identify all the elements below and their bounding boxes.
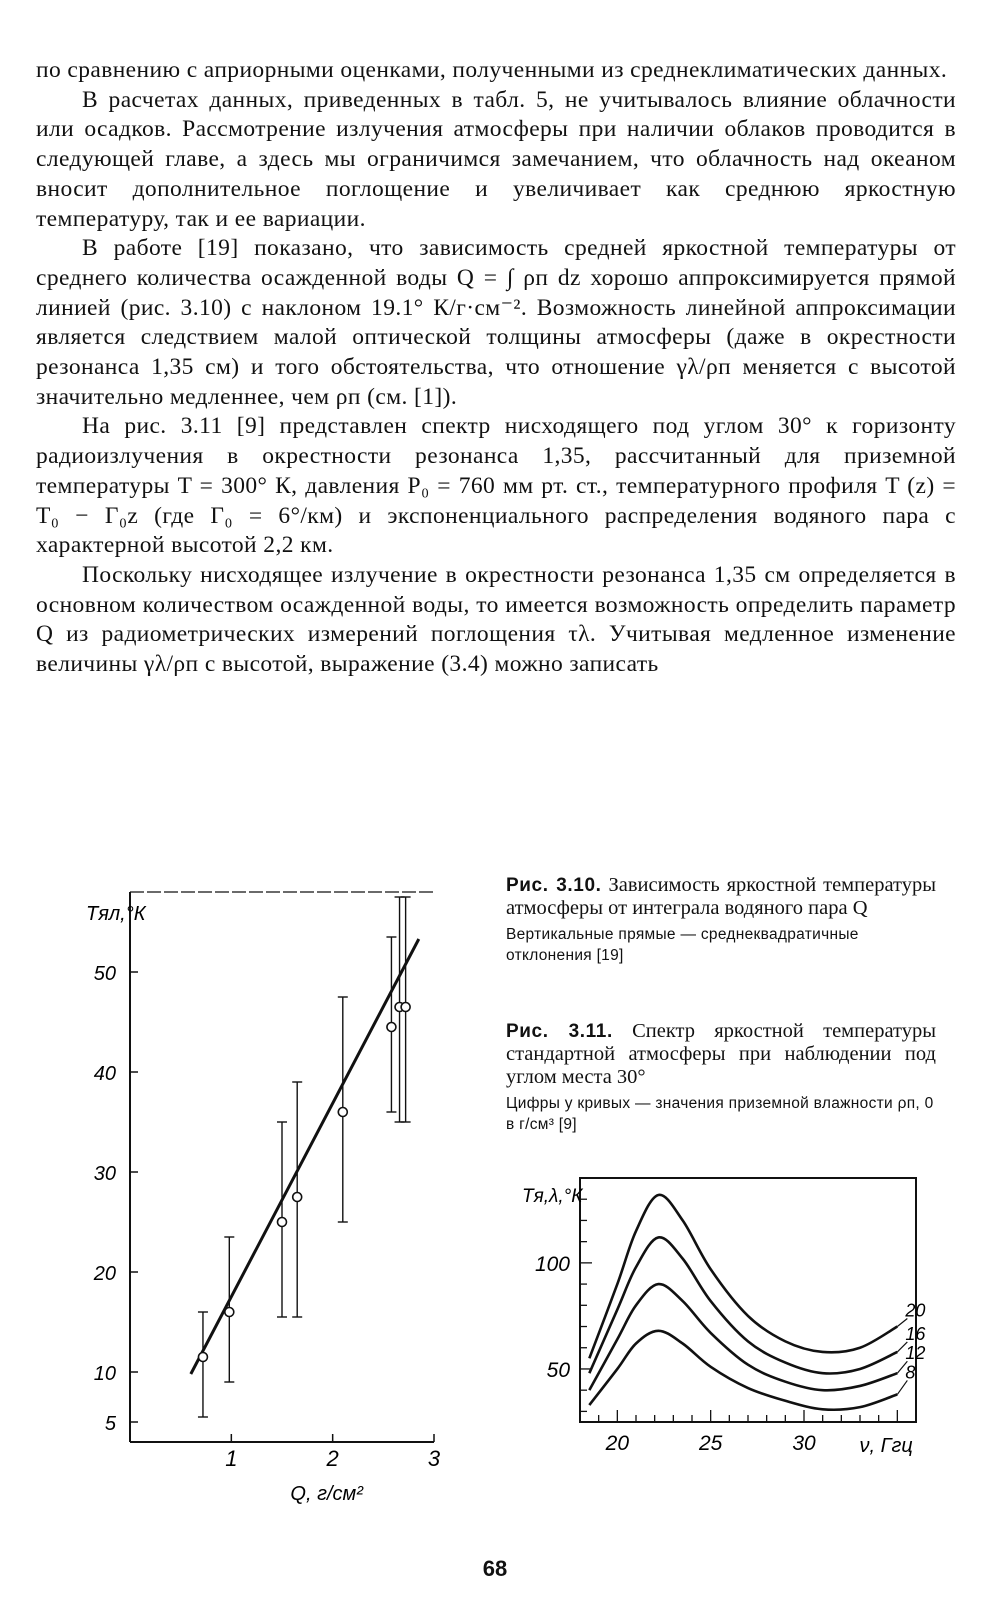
caption-label: Рис. 3.11. [506, 1021, 613, 1042]
y-axis-label: Tял,°К [86, 903, 146, 925]
caption-note: Цифры у кривых — значения приземной влажности ρп, 0 в г/см³ [9] [506, 1095, 934, 1133]
x-tick-label: 20 [605, 1432, 630, 1455]
data-point [293, 1193, 302, 1202]
series-label: 16 [905, 1323, 926, 1344]
y-tick-label: 50 [546, 1358, 570, 1382]
series-line [589, 1195, 897, 1359]
data-point [278, 1218, 287, 1227]
x-tick-label: 2 [326, 1446, 339, 1471]
y-tick-label: 100 [534, 1252, 570, 1276]
chart-brightness-vs-q [84, 876, 444, 1516]
caption-label: Рис. 3.10. [506, 875, 602, 896]
y-tick-label: 50 [93, 963, 116, 985]
y-tick-label: 40 [93, 1063, 116, 1085]
caption-note: Вертикальные прямые — среднеквадратичные отклонения [19] [506, 926, 859, 964]
paragraph: В работе [19] показано, что зависимость средней яркостной температуры от среднего количества осажденной воды Q = ∫ ρп dz хорошо аппроксимируется прямой линией (рис. 3.10) с наклоном 19.1° К/г·см⁻². Возможность линейной аппроксимации является следствием малой оптической толщины атмосферы (даже в окрестности резонанса 1,35 см) и того обстоятельства, что отношение γλ/ρп меняется с высотой значительно медленнее, чем ρп (см. [1]). [36, 235, 956, 410]
page-number: 68 [482, 1556, 508, 1581]
data-point [198, 1353, 207, 1362]
series-label: 12 [905, 1343, 926, 1364]
x-tick-label: 30 [792, 1432, 816, 1455]
x-tick-label: 1 [225, 1446, 238, 1471]
x-tick-label: 3 [427, 1446, 441, 1471]
y-tick-label: 20 [93, 1263, 116, 1285]
series-label: 8 [905, 1362, 916, 1383]
body-text [36, 56, 956, 680]
chart-brightness-spectrum [516, 1168, 936, 1498]
y-tick-label: 10 [93, 1363, 116, 1385]
paragraph: Поскольку нисходящее излучение в окрестности резонанса 1,35 см определяется в основном количеством осажденной воды, то имеется возможность определить параметр Q из радиометрических измерений поглощения τλ. Учитывая медленное изменение величины γλ/ρп с высотой, выражение (3.4) можно записать [36, 561, 956, 678]
caption-3-10 [506, 874, 936, 966]
series-leader [897, 1380, 907, 1394]
y-tick-label: 5 [104, 1413, 116, 1435]
paragraph: по сравнению с априорными оценками, полученными из среднеклиматических данных. [36, 57, 948, 83]
caption-3-11 [506, 1020, 936, 1135]
paragraph: В расчетах данных, приведенных в табл. 5, не учитывалось влияние облачности или осадков. Рассмотрение излучения атмосферы при наличии облаков проводится в следующей главе, а здесь мы ограничимся замечанием, что облачность над океаном вносит дополнительное поглощение и увеличивает как среднюю яркостную температуру, так и ее вариации. [36, 86, 956, 232]
figure-3-10 [84, 876, 444, 1516]
data-point [387, 1023, 396, 1032]
x-axis-label: ν, Ггц [859, 1435, 913, 1457]
data-point [225, 1308, 234, 1317]
series-label: 20 [905, 1300, 926, 1321]
figure-3-11 [516, 1168, 936, 1498]
y-tick-label: 30 [93, 1163, 116, 1185]
y-axis-label: Tя,λ,°К [522, 1186, 583, 1207]
caption-title: Спектр яркостной температуры стандартной атмосферы при наблюдении под углом места 30° [506, 1020, 936, 1088]
fit-line [191, 939, 419, 1374]
paragraph: На рис. 3.11 [9] представлен спектр нисходящего под углом 30° к горизонту радиоизлучения в окрестности резонанса 1,35, рассчитанный для приземной температуры T = 300° К, давления P₀ = 760 мм рт. ст., температурного профиля T (z) = T₀ − Γ₀z (где Γ₀ = 6°/км) и экспоненциального распределения водяного пара с характерной высотой 2,2 км. [36, 413, 956, 559]
caption-title: Зависимость яркостной температуры атмосферы от интеграла водяного пара Q [506, 874, 936, 919]
data-point [401, 1003, 410, 1012]
data-point [338, 1108, 347, 1117]
x-axis-label: Q, г/см² [290, 1483, 363, 1505]
x-tick-label: 25 [698, 1432, 723, 1455]
